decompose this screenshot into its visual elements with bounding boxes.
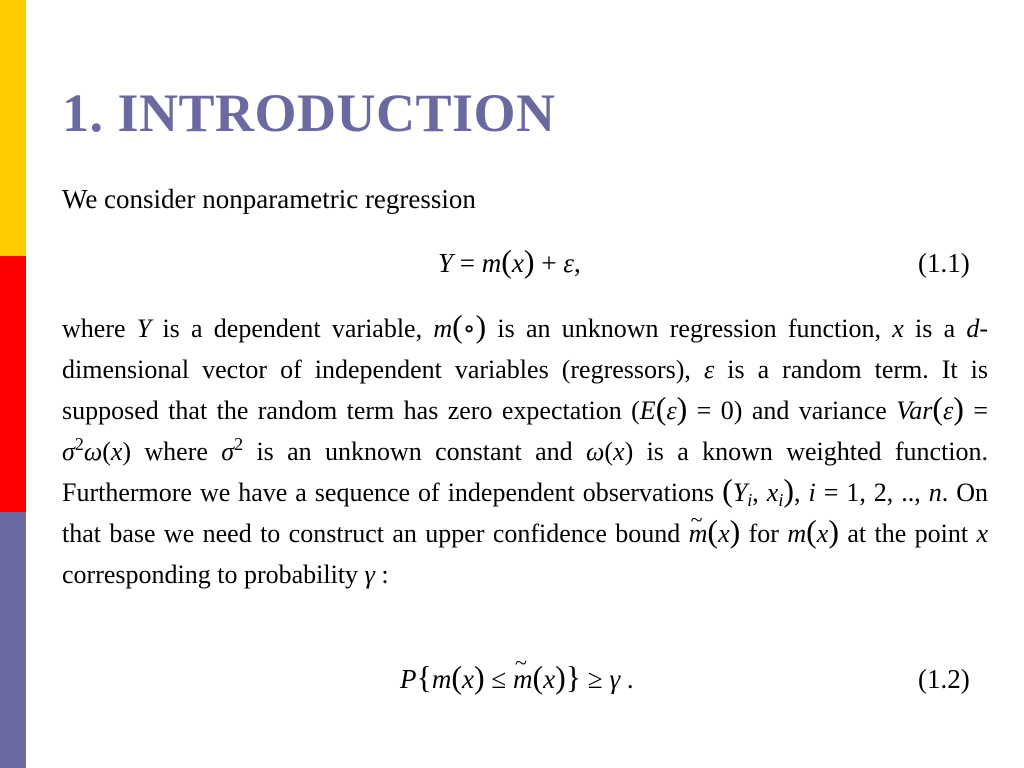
sidebar-accent — [0, 0, 26, 768]
text-known-weighted: is a known weighted function. Furthermore we have a sequence of independent observations — [62, 437, 989, 507]
equation-number-1-1: (1.1) — [918, 248, 970, 278]
text-on-that-base: . On that base we need to construct an upper confidence bound — [62, 478, 989, 548]
body-paragraph: where Y is a dependent variable, m(∘) is an unknown regression function, x is a d-dimensional vector of independent variables (regressors), ε is a random term. It is supposed that the random term has zero expectation (E(ε) = 0) and variance $Var(\varepsilon) = \sigma^2\omega(x)$ where $\sigma^2$ is an unknown constant and ω(x) is a known weighted function. Furthermore we have a sequence of independent observations ($Y_i$, $x_i$), i = 1, 2, .., n. On that base we need to construct an upper confidence bound ~ m(x) for m(x) at the point x corresponding to probability γ : — [62, 308, 988, 595]
sidebar-segment-purple — [0, 512, 26, 768]
slide-title: 1. INTRODUCTION — [62, 83, 556, 143]
text-unknown-function: is an unknown regression function, — [497, 314, 881, 343]
text-is-a: is a — [915, 314, 956, 343]
text-is-dependent: is a dependent variable, — [162, 314, 423, 343]
text-for: for — [748, 519, 779, 548]
equation-number-1-2: (1.2) — [918, 664, 970, 694]
text-corresponding: corresponding to probability — [62, 560, 359, 589]
intro-text: We consider nonparametric regression — [62, 184, 476, 214]
text-dimensional-vector: -dimensional vector of independent variables (regressors), — [62, 314, 989, 384]
equation-1-1: Y = m(x) + ε, — [438, 243, 581, 279]
text-where-2: where — [144, 437, 208, 466]
text-where: where — [62, 314, 126, 343]
sidebar-segment-red — [0, 256, 26, 512]
text-at-point: at the point — [847, 519, 969, 548]
equation-1-2: P{m(x) ≤ ~ m(x)} ≥ γ . — [400, 664, 634, 695]
text-unknown-constant: is an unknown constant and — [256, 437, 573, 466]
text-random-term: is a random term. It is supposed that the random term has zero expectation ( — [62, 355, 989, 425]
text-and-variance: ) and variance — [733, 396, 887, 425]
sidebar-segment-yellow — [0, 0, 26, 256]
